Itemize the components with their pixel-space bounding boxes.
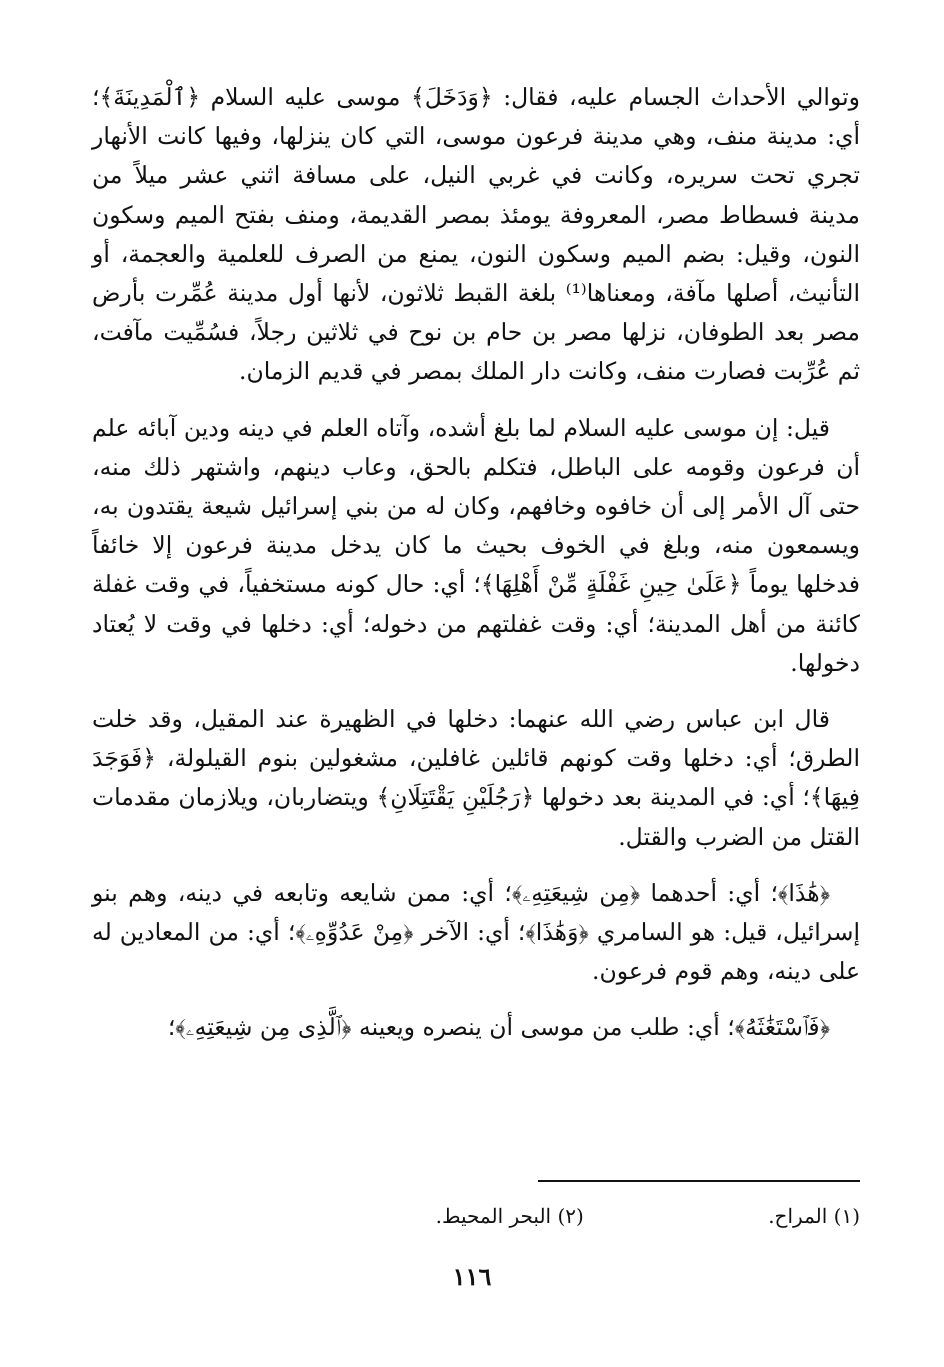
footnote-2: (٢) البحر المحيط.: [435, 1204, 584, 1228]
page-body: [92, 78, 860, 1065]
paragraph-1-text: وتوالي الأحداث الجسام عليه، فقال: ﴿وَدَخَلَ﴾ موسى عليه السلام ﴿ٱلْمَدِينَةَ﴾؛ أي: مدينة منف، وهي مدينة فرعون موسى، التي كان ينزلها، وفيها كانت الأنهار تجري تحت سريره، وكانت في غربي النيل، على مسافة اثني عشر ميلاً من مدينة فسطاط مصر، المعروفة يومئذ بمصر القديمة، ومنف بفتح الميم وسكون النون، وقيل: بضم الميم وسكون النون، يمنع من الصرف للعلمية والعجمة، أو التأنيث، أصلها مآفة، ومعناها⁽¹⁾ بلغة القبط ثلاثون، لأنها أول مدينة عُمِّرت بأرض مصر بعد الطوفان، نزلها مصر بن حام بن نوح في ثلاثين رجلاً، فسُمِّيت مآفت، ثم عُرِّبت فصارت منف، وكانت دار الملك بمصر في قديم الزمان.: [92, 83, 861, 386]
footnotes: [90, 1202, 860, 1230]
paragraph-4: [92, 874, 860, 992]
footnote-1: (١) المراح.: [768, 1204, 860, 1228]
paragraph-1: [92, 78, 860, 392]
paragraph-5: [92, 1008, 860, 1047]
paragraph-4-text: ﴿هَٰذَا﴾؛ أي: أحدهما ﴿مِن شِيعَتِهِۦ﴾؛ أي: ممن شايعه وتابعه في دينه، وهم بنو إسرائيل، قيل: هو السامري ﴿وَهَٰذَا﴾؛ أي: الآخر ﴿مِنْ عَدُوِّهِۦ﴾؛ أي: من المعادين له على دينه، وهم قوم فرعون.: [92, 878, 860, 986]
paragraph-5-text: ﴿فَٱسْتَغَٰثَهُ﴾؛ أي: طلب من موسى أن ينصره ويعينه ﴿ٱلَّذِى مِن شِيعَتِهِۦ﴾؛: [167, 1013, 830, 1042]
paragraph-2-text: قيل: إن موسى عليه السلام لما بلغ أشده، وآتاه العلم في دينه ودين آبائه علم أن فرعون وقومه على الباطل، فتكلم بالحق، وعاب دينهم، واشتهر ذلك منه، حتى آل الأمر إلى أن خافوه وخافهم، وكان له من بني إسرائيل شيعة يقتدون به، ويسمعون منه، وبلغ في الخوف بحيث ما كان يدخل مدينة فرعون إلا خائفاً فدخلها يوماً ﴿عَلَىٰ حِينِ غَفْلَةٍ مِّنْ أَهْلِهَا﴾؛ أي: حال كونه مستخفياً، في وقت غفلة كائنة من أهل المدينة؛ أي: وقت غفلتهم من دخوله؛ أي: دخلها في وقت لا يُعتاد دخولها.: [92, 413, 860, 677]
page-number: ١١٦: [452, 1262, 492, 1291]
footnote-divider: [538, 1180, 860, 1182]
paragraph-3-text: قال ابن عباس رضي الله عنهما: دخلها في الظهيرة عند المقيل، وقد خلت الطرق؛ أي: دخلها وقت كونهم قائلين غافلين، مشغولين بنوم القيلولة، ﴿فَوَجَدَ فِيهَا﴾؛ أي: في المدينة بعد دخولها ﴿رَجُلَيْنِ يَقْتَتِلَانِ﴾ ويتضاربان، ويلازمان مقدمات القتل من الضرب والقتل.: [92, 705, 860, 851]
paragraph-3: [92, 700, 860, 857]
paragraph-2: [92, 409, 860, 683]
